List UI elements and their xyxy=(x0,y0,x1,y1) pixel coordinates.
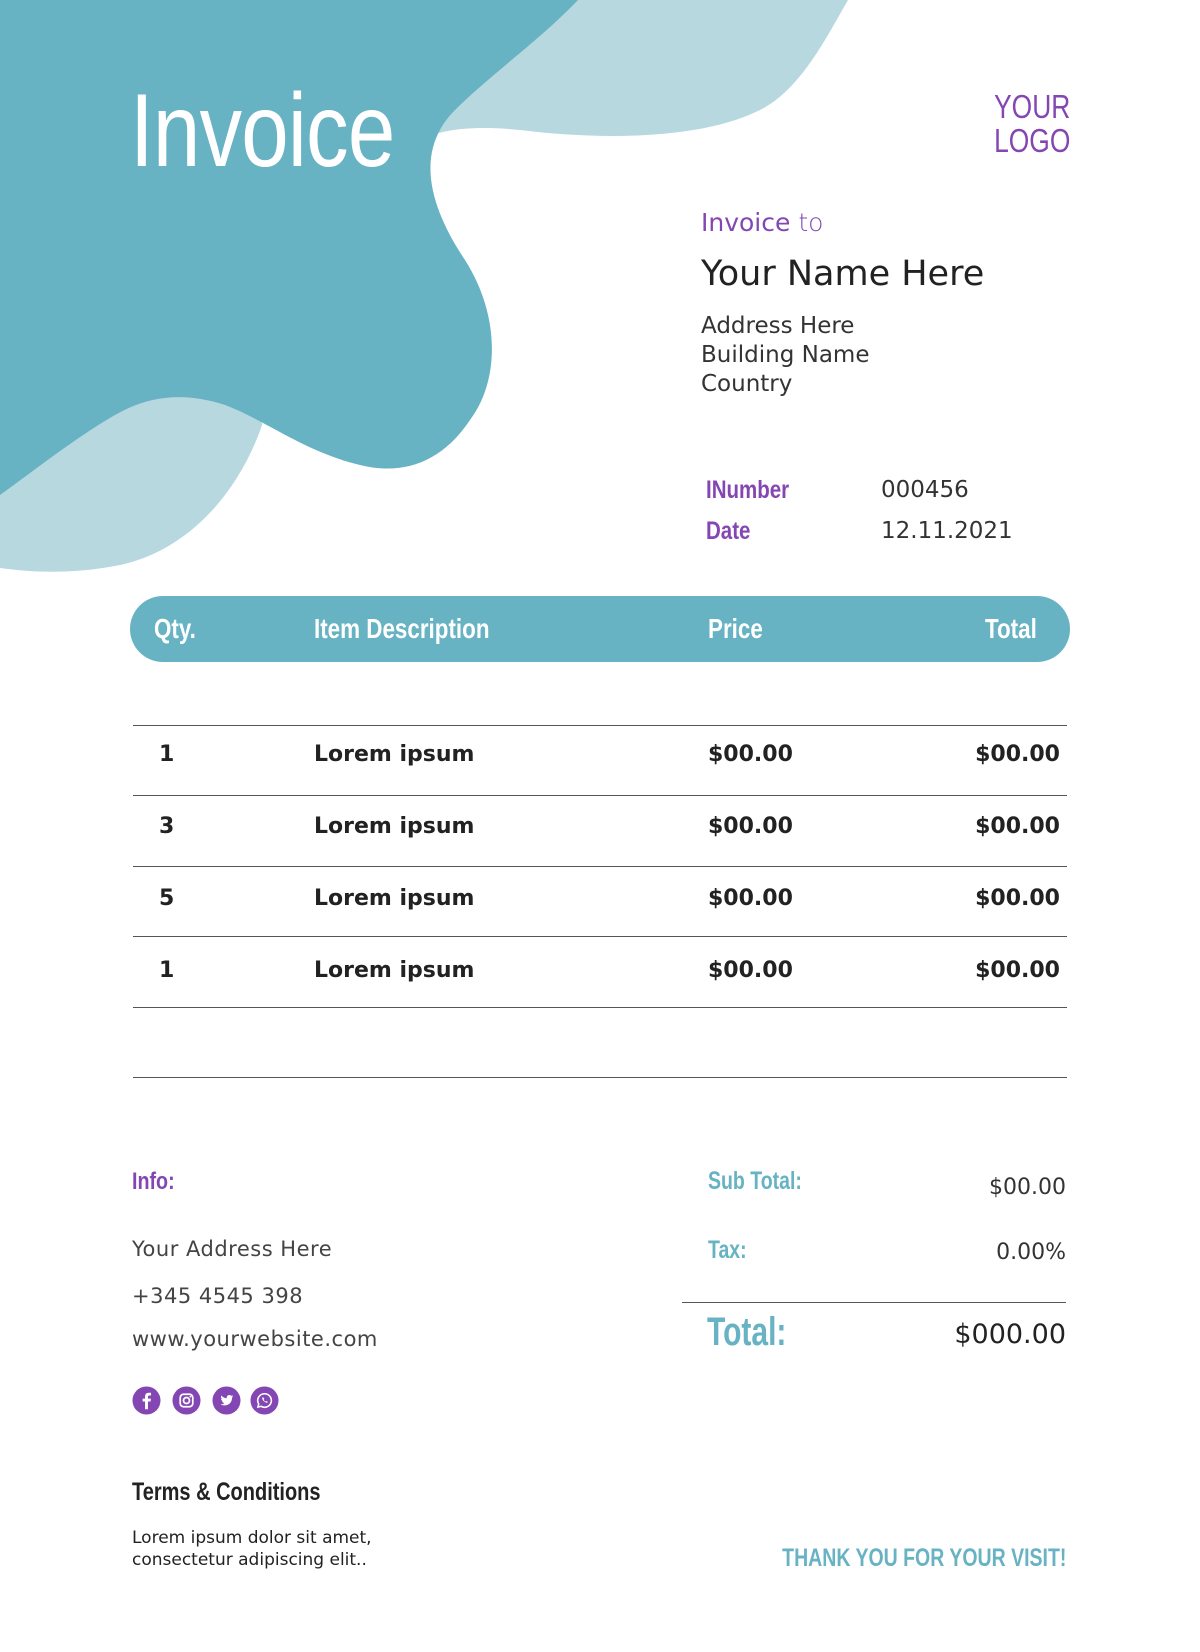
address-line: Country xyxy=(701,371,793,397)
facebook-icon[interactable] xyxy=(132,1386,161,1415)
total-value: $000.00 xyxy=(954,1319,1066,1350)
row-price: $00.00 xyxy=(708,814,793,839)
row-price: $00.00 xyxy=(708,742,793,767)
summary-divider xyxy=(682,1302,1066,1303)
row-total: $00.00 xyxy=(975,886,1060,911)
row-divider xyxy=(133,795,1067,796)
table-header xyxy=(130,596,1070,662)
company-logo xyxy=(994,90,1070,158)
instagram-icon[interactable] xyxy=(172,1386,201,1415)
info-label: Info: xyxy=(132,1168,175,1195)
tax-value: 0.00% xyxy=(996,1240,1066,1265)
row-price: $00.00 xyxy=(708,886,793,911)
row-divider xyxy=(133,936,1067,937)
whatsapp-icon[interactable] xyxy=(250,1386,279,1415)
row-description: Lorem ipsum xyxy=(314,886,475,911)
info-phone: +345 4545 398 xyxy=(132,1284,304,1308)
header-qty: Qty. xyxy=(154,613,196,644)
row-qty: 1 xyxy=(159,958,175,983)
total-label: Total: xyxy=(707,1310,787,1354)
logo-line-1: YOUR xyxy=(993,88,1070,125)
row-qty: 1 xyxy=(159,742,175,767)
row-divider xyxy=(133,1007,1067,1008)
page-title: Invoice xyxy=(130,73,395,189)
row-price: $00.00 xyxy=(708,958,793,983)
logo-line-2: LOGO xyxy=(993,122,1070,159)
row-total: $00.00 xyxy=(975,958,1060,983)
row-divider xyxy=(133,725,1067,726)
subtotal-label: Sub Total: xyxy=(708,1167,802,1195)
invoice-date-value: 12.11.2021 xyxy=(881,518,1013,544)
invoice-to-light: to xyxy=(798,208,824,237)
client-address xyxy=(701,312,869,399)
invoice-to-strong: Invoice xyxy=(701,208,791,237)
row-total: $00.00 xyxy=(975,814,1060,839)
address-line: Address Here xyxy=(701,313,855,339)
row-qty: 3 xyxy=(159,814,175,839)
invoice-date-label: Date xyxy=(706,517,751,545)
row-total: $00.00 xyxy=(975,742,1060,767)
twitter-icon[interactable] xyxy=(212,1386,241,1415)
header-price: Price xyxy=(708,613,763,644)
address-line: Building Name xyxy=(701,342,870,368)
terms-text: Lorem ipsum dolor sit amet, consectetur adipiscing elit.. xyxy=(132,1528,372,1570)
info-website[interactable]: www.yourwebsite.com xyxy=(132,1327,378,1351)
row-description: Lorem ipsum xyxy=(314,958,475,983)
header-description: Item Description xyxy=(314,613,490,644)
row-description: Lorem ipsum xyxy=(314,742,475,767)
client-name: Your Name Here xyxy=(701,254,985,294)
invoice-number-value: 000456 xyxy=(881,477,969,503)
row-divider xyxy=(133,866,1067,867)
thank-you-message: THANK YOU FOR YOUR VISIT! xyxy=(781,1544,1066,1572)
terms-title: Terms & Conditions xyxy=(132,1478,321,1506)
header-total: Total xyxy=(985,613,1037,644)
tax-label: Tax: xyxy=(708,1236,747,1264)
table-end-divider xyxy=(133,1077,1067,1078)
info-address: Your Address Here xyxy=(132,1237,333,1261)
row-qty: 5 xyxy=(159,886,175,911)
row-description: Lorem ipsum xyxy=(314,814,475,839)
invoice-to-label xyxy=(701,208,823,237)
subtotal-value: $00.00 xyxy=(989,1175,1066,1200)
invoice-number-label: INumber xyxy=(706,476,790,504)
